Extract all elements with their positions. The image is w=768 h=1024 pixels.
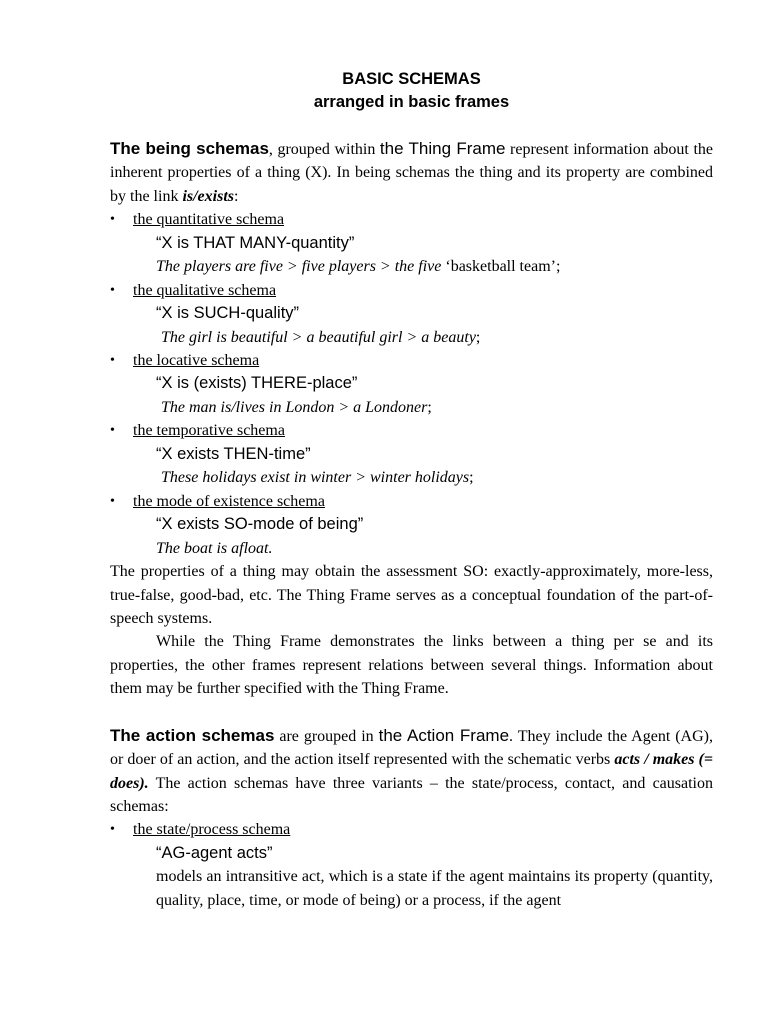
schema-formula: “X is (exists) THERE-place” <box>156 374 358 393</box>
schema-name: the qualitative schema <box>133 281 277 299</box>
bullet-icon: • <box>110 282 115 298</box>
schema-formula: “X is THAT MANY-quantity” <box>156 233 355 252</box>
schema-formula: “X exists SO-mode of being” <box>156 515 364 534</box>
list-item <box>110 349 713 372</box>
schema-name: the state/process schema <box>133 821 291 839</box>
action-intro-text-2: . They include the Agent (AG), or doer of an action, and the action itself represented with the schematic verbs <box>110 727 713 769</box>
action-intro-text-1: are grouped in <box>274 727 379 745</box>
schema-formula: “X exists THEN-time” <box>156 444 311 463</box>
being-intro-text-2: represent information about the inherent properties of a thing (X). In being schemas the thing and its property are combined by the link <box>110 141 713 205</box>
list-item <box>110 818 713 841</box>
example-italic: These holidays exist in winter > winter holidays <box>161 469 470 487</box>
action-heading: The action schemas <box>110 725 275 745</box>
schema-example <box>110 537 713 560</box>
link-term: is/exists <box>182 187 234 205</box>
schematic-verbs: acts / makes (= does). <box>110 751 714 792</box>
schema-example <box>110 466 713 489</box>
example-tail: ; <box>427 399 432 417</box>
example-italic: The boat is afloat. <box>156 539 273 557</box>
bullet-icon: • <box>110 493 115 509</box>
example-tail: ‘basketball team’; <box>441 258 561 276</box>
being-intro-text-3: : <box>234 187 239 205</box>
spacer <box>110 114 713 137</box>
schema-name: the mode of existence schema <box>133 492 325 510</box>
document-title: BASIC SCHEMAS <box>342 70 481 88</box>
thing-frame-paragraph: While the Thing Frame demonstrates the links between a thing per se and its properties, the other frames represent relations between several things. Information about them may be further specified with the Thing Frame. <box>110 633 713 698</box>
being-intro-text-1: , grouped within <box>268 141 380 158</box>
schema-example <box>110 326 713 349</box>
schema-example <box>110 255 713 278</box>
thing-frame-term: the Thing Frame <box>379 139 506 158</box>
properties-paragraph: The properties of a thing may obtain the assessment SO: exactly-approximately, more-less, true-false, good-bad, etc. The Thing Frame serves as a conceptual foundation of the part-of-speech systems. <box>110 563 713 628</box>
schema-example <box>110 396 713 419</box>
bullet-icon: • <box>110 212 115 228</box>
action-intro-paragraph <box>110 724 713 819</box>
bullet-icon: • <box>110 353 115 369</box>
bullet-icon: • <box>110 822 115 838</box>
example-tail: ; <box>469 469 474 487</box>
list-item <box>110 279 713 302</box>
schema-formula: “X is SUCH-quality” <box>156 304 300 323</box>
schema-formula: “AG-agent acts” <box>156 843 273 862</box>
being-heading: The being schemas <box>110 139 269 158</box>
spacer <box>110 701 713 724</box>
being-intro-paragraph <box>110 137 713 208</box>
example-italic: The girl is beautiful > a beautiful girl > a beauty <box>161 328 476 346</box>
list-item <box>110 419 713 442</box>
action-intro-text-3: The action schemas have three variants – the state/process, contact, and causation schemas: <box>110 774 713 815</box>
list-item <box>110 208 713 231</box>
example-italic: The man is/lives in London > a Londoner <box>161 399 428 417</box>
schema-name: the locative schema <box>133 352 260 370</box>
action-frame-term: the Action Frame <box>378 725 510 745</box>
example-tail: ; <box>475 328 481 346</box>
bullet-icon: • <box>110 423 115 439</box>
document-subtitle: arranged in basic frames <box>313 93 510 111</box>
schema-name: the temporative schema <box>133 422 285 440</box>
document-page <box>110 64 713 912</box>
example-italic: The players are five > five players > the five <box>156 258 442 276</box>
schema-name: the quantitative schema <box>133 211 285 229</box>
list-item <box>110 490 713 513</box>
schema-description: models an intransitive act, which is a state if the agent maintains its property (quantity, quality, place, time, or mode of being) or a process, if the agent <box>156 868 713 909</box>
